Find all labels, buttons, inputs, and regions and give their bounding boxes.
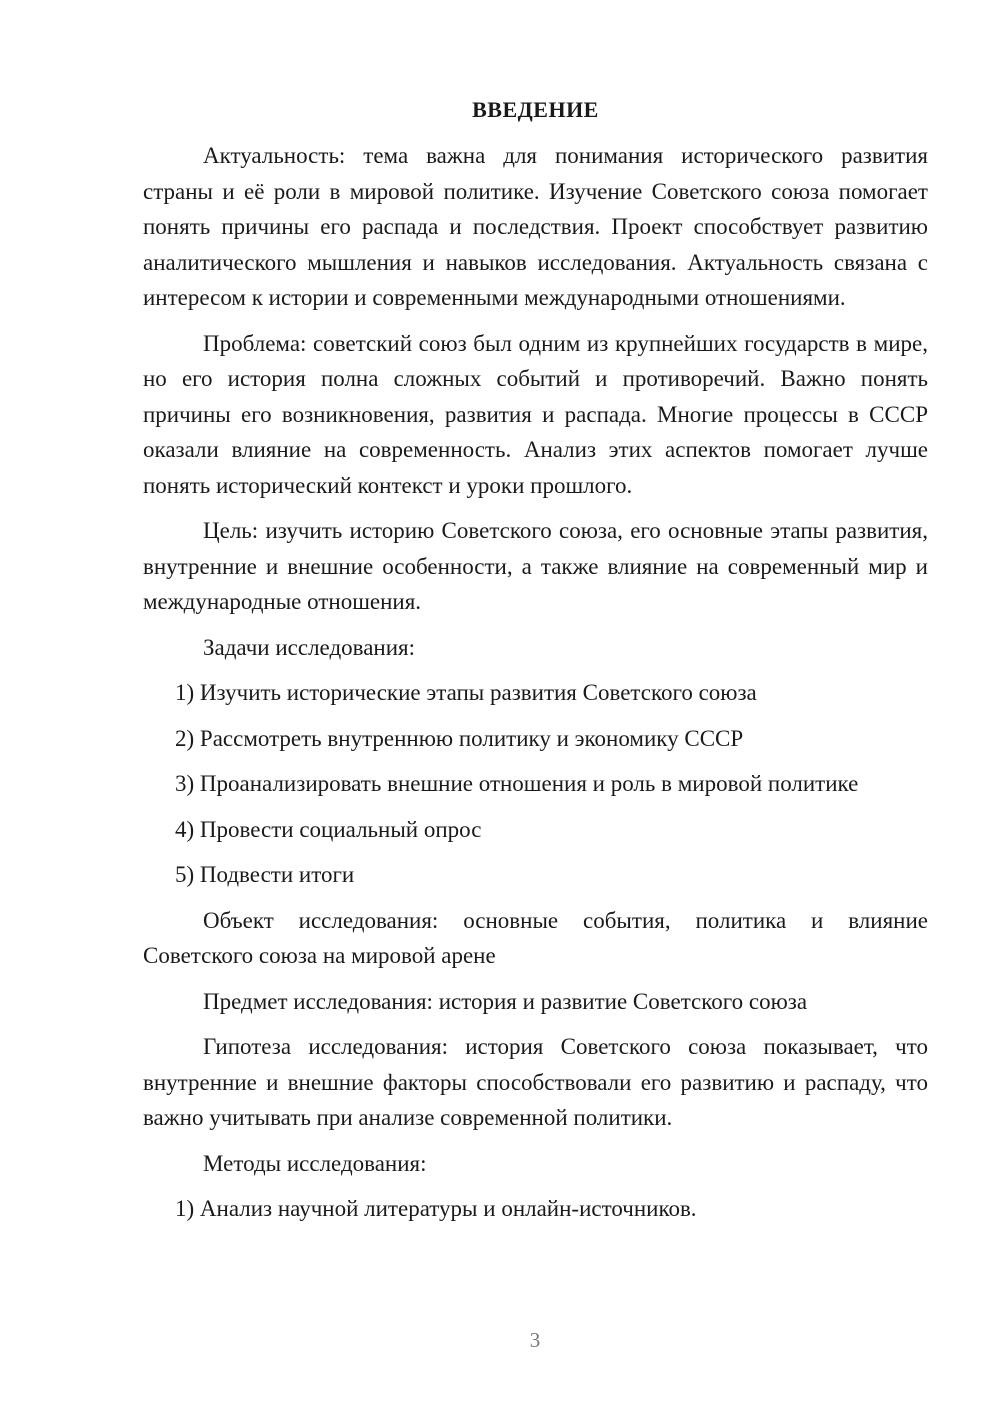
problem-paragraph: Проблема: советский союз был одним из крупнейших государств в мире, но его история полна сложных событий и противоречий. Важно понять причины его возникновения, развития и распада. Многие процессы в СССР оказали влияние на современность. Анализ этих аспектов помогает лучше понять исторический контекст и уроки прошлого. (143, 330, 928, 498)
object-paragraph: Объект исследования: основные события, политика и влияние Советского союза на мировой арене (143, 907, 928, 968)
hypothesis-paragraph: Гипотеза исследования: история Советского союза показывает, что внутренние и внешние факторы способствовали его развитию и распаду, что важно учитывать при анализе современной политики. (143, 1034, 928, 1130)
task-item: 2) Рассмотреть внутреннюю политику и экономику СССР (175, 725, 744, 751)
page-content (143, 94, 928, 1237)
goal-paragraph: Цель: изучить историю Советского союза, его основные этапы развития, внутренние и внешние особенности, а также влияние на современный мир и международные отношения. (143, 518, 928, 614)
relevance-paragraph: Актуальность: тема важна для понимания исторического развития страны и её роли в мировой политике. Изучение Советского союза помогает понять причины его распада и последствия. Проект способствует развитию аналитического мышления и навыков исследования. Актуальность связана с интересом к истории и современными международными отношениями. (143, 143, 928, 310)
task-item: 1) Изучить исторические этапы развития Советского союза (175, 680, 757, 705)
tasks-heading: Задачи исследования: (203, 634, 416, 660)
methods-heading: Методы исследования: (203, 1150, 427, 1176)
task-item: 4) Провести социальный опрос (175, 816, 482, 842)
page-number: 3 (529, 1328, 541, 1352)
method-item: 1) Анализ научной литературы и онлайн-источников. (175, 1196, 697, 1221)
section-title: ВВЕДЕНИЕ (472, 97, 599, 122)
task-item: 3) Проанализировать внешние отношения и роль в мировой политике (175, 771, 859, 796)
task-item: 5) Подвести итоги (175, 862, 355, 887)
subject-paragraph: Предмет исследования: история и развитие Советского союза (203, 988, 808, 1014)
